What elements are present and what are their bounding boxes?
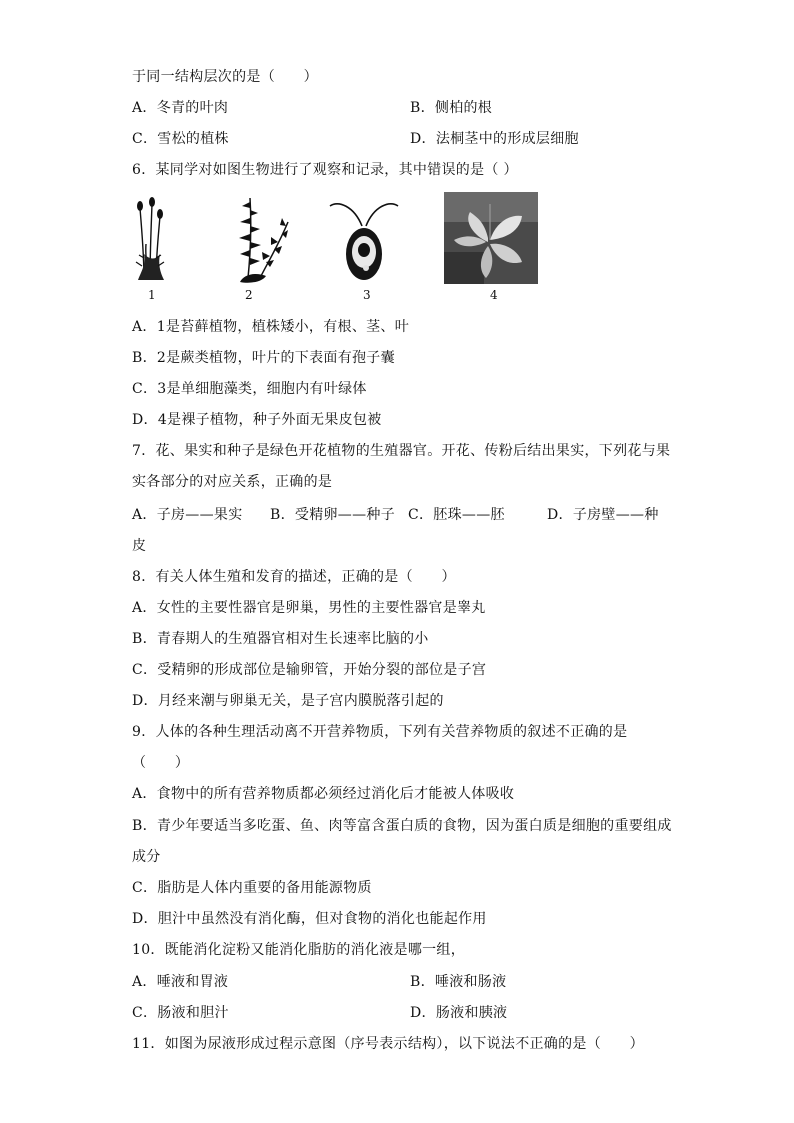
q9-option-b-line2: 成分	[132, 849, 161, 865]
q7-option-d: D．子房壁——种	[547, 507, 659, 523]
q6-fig-label-3: 3	[363, 288, 371, 302]
q8-stem: 8．有关人体生殖和发育的描述，正确的是（ ）	[132, 569, 456, 585]
moss-plant-icon	[130, 194, 170, 282]
q10-option-b: B．唾液和肠液	[410, 974, 507, 990]
q9-option-c: C．脂肪是人体内重要的备用能源物质	[132, 880, 372, 896]
q5-stem: 于同一结构层次的是（ ）	[132, 69, 318, 85]
fern-plant-icon	[226, 192, 296, 284]
q7-stem-line2: 实各部分的对应关系，正确的是	[132, 474, 333, 490]
q9-stem-line2: （ ）	[132, 755, 190, 771]
q8-option-c: C．受精卵的形成部位是输卵管，开始分裂的部位是子宫	[132, 662, 487, 678]
q6-option-c: C．3是单细胞藻类，细胞内有叶绿体	[132, 381, 367, 397]
q11-stem: 11．如图为尿液形成过程示意图（序号表示结构），以下说法不正确的是（ ）	[132, 1036, 644, 1052]
q5-option-c: C．雪松的植株	[132, 131, 229, 147]
q7-option-b: B．受精卵——种子	[270, 507, 395, 523]
q8-option-d: D．月经来潮与卵巢无关，是子宫内膜脱落引起的	[132, 693, 444, 709]
q7-option-d-continued: 皮	[132, 538, 147, 554]
q9-stem-line1: 9．人体的各种生理活动离不开营养物质，下列有关营养物质的叙述不正确的是	[132, 724, 628, 740]
q6-stem: 6．某同学对如图生物进行了观察和记录，其中错误的是（ ）	[132, 162, 518, 178]
q9-option-a: A．食物中的所有营养物质都必须经过消化后才能被人体吸收	[132, 786, 515, 802]
q9-option-b-line1: B．青少年要适当多吃蛋、鱼、肉等富含蛋白质的食物，因为蛋白质是细胞的重要组成	[132, 818, 672, 834]
q6-fig-label-2: 2	[245, 288, 253, 302]
q6-figure	[130, 190, 550, 305]
q10-option-d: D．肠液和胰液	[410, 1005, 508, 1021]
q9-option-d: D．胆汁中虽然没有消化酶，但对食物的消化也能起作用	[132, 911, 487, 927]
q7-stem-line1: 7．花、果实和种子是绿色开花植物的生殖器官。开花、传粉后结出果实，下列花与果	[132, 443, 671, 459]
single-cell-alga-icon	[324, 192, 404, 284]
q6-fig-label-4: 4	[490, 288, 498, 302]
q6-fig-label-1: 1	[148, 288, 156, 302]
q8-option-a: A．女性的主要性器官是卵巢，男性的主要性器官是睾丸	[132, 600, 486, 616]
q5-option-b: B．侧柏的根	[410, 100, 493, 116]
q6-option-a: A．1是苔藓植物，植株矮小，有根、茎、叶	[132, 319, 410, 335]
q10-option-c: C．肠液和胆汁	[132, 1005, 229, 1021]
ginkgo-leaf-photo-icon	[444, 192, 538, 284]
q8-option-b: B．青春期人的生殖器官相对生长速率比脑的小	[132, 631, 429, 647]
q6-option-d: D．4是裸子植物，种子外面无果皮包被	[132, 412, 382, 428]
q10-option-a: A．唾液和胃液	[132, 974, 229, 990]
q7-option-c: C．胚珠——胚	[408, 507, 505, 523]
q5-option-a: A．冬青的叶肉	[132, 100, 229, 116]
q7-option-a: A．子房——果实	[132, 507, 243, 523]
q6-option-b: B．2是蕨类植物，叶片的下表面有孢子囊	[132, 350, 395, 366]
q5-option-d: D．法桐茎中的形成层细胞	[410, 131, 579, 147]
q10-stem: 10．既能消化淀粉又能消化脂肪的消化液是哪一组，	[132, 942, 466, 958]
